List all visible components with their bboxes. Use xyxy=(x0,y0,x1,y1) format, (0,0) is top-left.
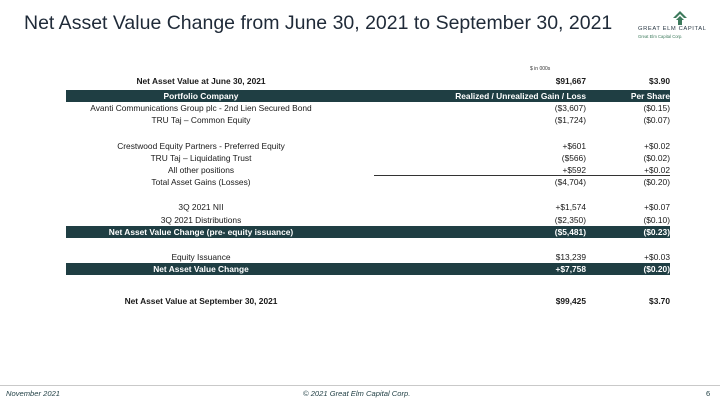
row-per-share: ($0.20) xyxy=(643,264,670,275)
table-header xyxy=(66,90,670,102)
row-per-share: ($0.07) xyxy=(643,115,670,126)
nav-bridge-table xyxy=(66,73,670,310)
row-value: ($566) xyxy=(561,152,586,163)
row-per-share: $3.90 xyxy=(649,76,670,86)
row-value: $91,667 xyxy=(555,76,586,86)
row-label: Total Asset Gains (Losses) xyxy=(151,177,251,188)
closing-nav-row xyxy=(66,293,670,310)
nav-change-pre-issuance-row xyxy=(66,226,670,238)
row-label: Net Asset Value Change (pre- equity issuance) xyxy=(108,226,294,237)
row-label: TRU Taj – Liquidating Trust xyxy=(150,152,252,163)
row-value: ($1,724) xyxy=(554,115,586,126)
table-row xyxy=(66,140,670,152)
table-row xyxy=(66,152,670,164)
row-label: Avanti Communications Group plc - 2nd Lien Secured Bond xyxy=(90,103,312,114)
column-header-gain: Realized / Unrealized Gain / Loss xyxy=(455,91,586,101)
row-value: +$7,758 xyxy=(555,264,586,275)
page-number: 6 xyxy=(706,389,711,398)
row-value: +$1,574 xyxy=(555,202,586,213)
row-per-share: ($0.15) xyxy=(643,103,670,114)
logo-tagline: Great Elm Capital Corp. xyxy=(638,34,683,39)
table-row xyxy=(66,102,670,114)
row-per-share: $3.70 xyxy=(649,296,670,307)
footer-date: November 2021 xyxy=(6,389,61,398)
row-value: $99,425 xyxy=(555,296,586,307)
row-value: $13,239 xyxy=(555,251,586,262)
row-label: 3Q 2021 Distributions xyxy=(160,214,242,225)
row-label: Net Asset Value Change xyxy=(153,264,249,275)
row-label: 3Q 2021 NII xyxy=(178,202,224,213)
equity-issuance-row xyxy=(66,251,670,263)
row-value: ($4,704) xyxy=(554,177,586,188)
row-per-share: ($0.10) xyxy=(643,214,670,225)
row-value: ($3,607) xyxy=(554,103,586,114)
row-per-share: ($0.02) xyxy=(643,152,670,163)
company-logo xyxy=(628,10,718,44)
spacer xyxy=(66,127,670,140)
opening-nav-row xyxy=(66,73,670,90)
row-label: All other positions xyxy=(167,164,235,175)
footer-divider xyxy=(0,385,720,386)
distributions-row xyxy=(66,214,670,226)
spacer xyxy=(66,238,670,251)
row-label: Net Asset Value at June 30, 2021 xyxy=(136,76,266,86)
total-gains-row xyxy=(66,176,670,188)
row-per-share: +$0.03 xyxy=(644,251,670,262)
row-per-share: ($0.20) xyxy=(643,177,670,188)
spacer xyxy=(66,275,670,293)
row-per-share: +$0.07 xyxy=(644,202,670,213)
row-per-share: +$0.02 xyxy=(644,140,670,151)
units-note: $ in 000s xyxy=(530,66,551,72)
row-value: ($2,350) xyxy=(554,214,586,225)
row-per-share: +$0.02 xyxy=(644,164,670,175)
spacer xyxy=(66,188,670,201)
row-label: Crestwood Equity Partners - Preferred Equity xyxy=(117,140,285,151)
page-title: Net Asset Value Change from June 30, 2021 to September 30, 2021 xyxy=(24,12,613,34)
column-header-company: Portfolio Company xyxy=(163,91,239,101)
row-value: +$601 xyxy=(562,140,586,151)
elm-tree-icon xyxy=(673,11,687,25)
row-value: +$592 xyxy=(562,164,586,175)
column-header-per-share: Per Share xyxy=(630,91,670,101)
row-value: ($5,481) xyxy=(554,226,586,237)
row-per-share: ($0.23) xyxy=(643,226,670,237)
row-label: TRU Taj – Common Equity xyxy=(151,115,251,126)
row-label: Net Asset Value at September 30, 2021 xyxy=(124,296,278,307)
nav-change-row xyxy=(66,263,670,275)
table-row xyxy=(66,164,670,176)
footer-copyright: © 2021 Great Elm Capital Corp. xyxy=(303,389,411,398)
row-label: Equity Issuance xyxy=(171,251,231,262)
nii-row xyxy=(66,201,670,213)
logo-wordmark: GREAT ELM CAPITAL xyxy=(638,26,707,32)
table-row xyxy=(66,114,670,126)
